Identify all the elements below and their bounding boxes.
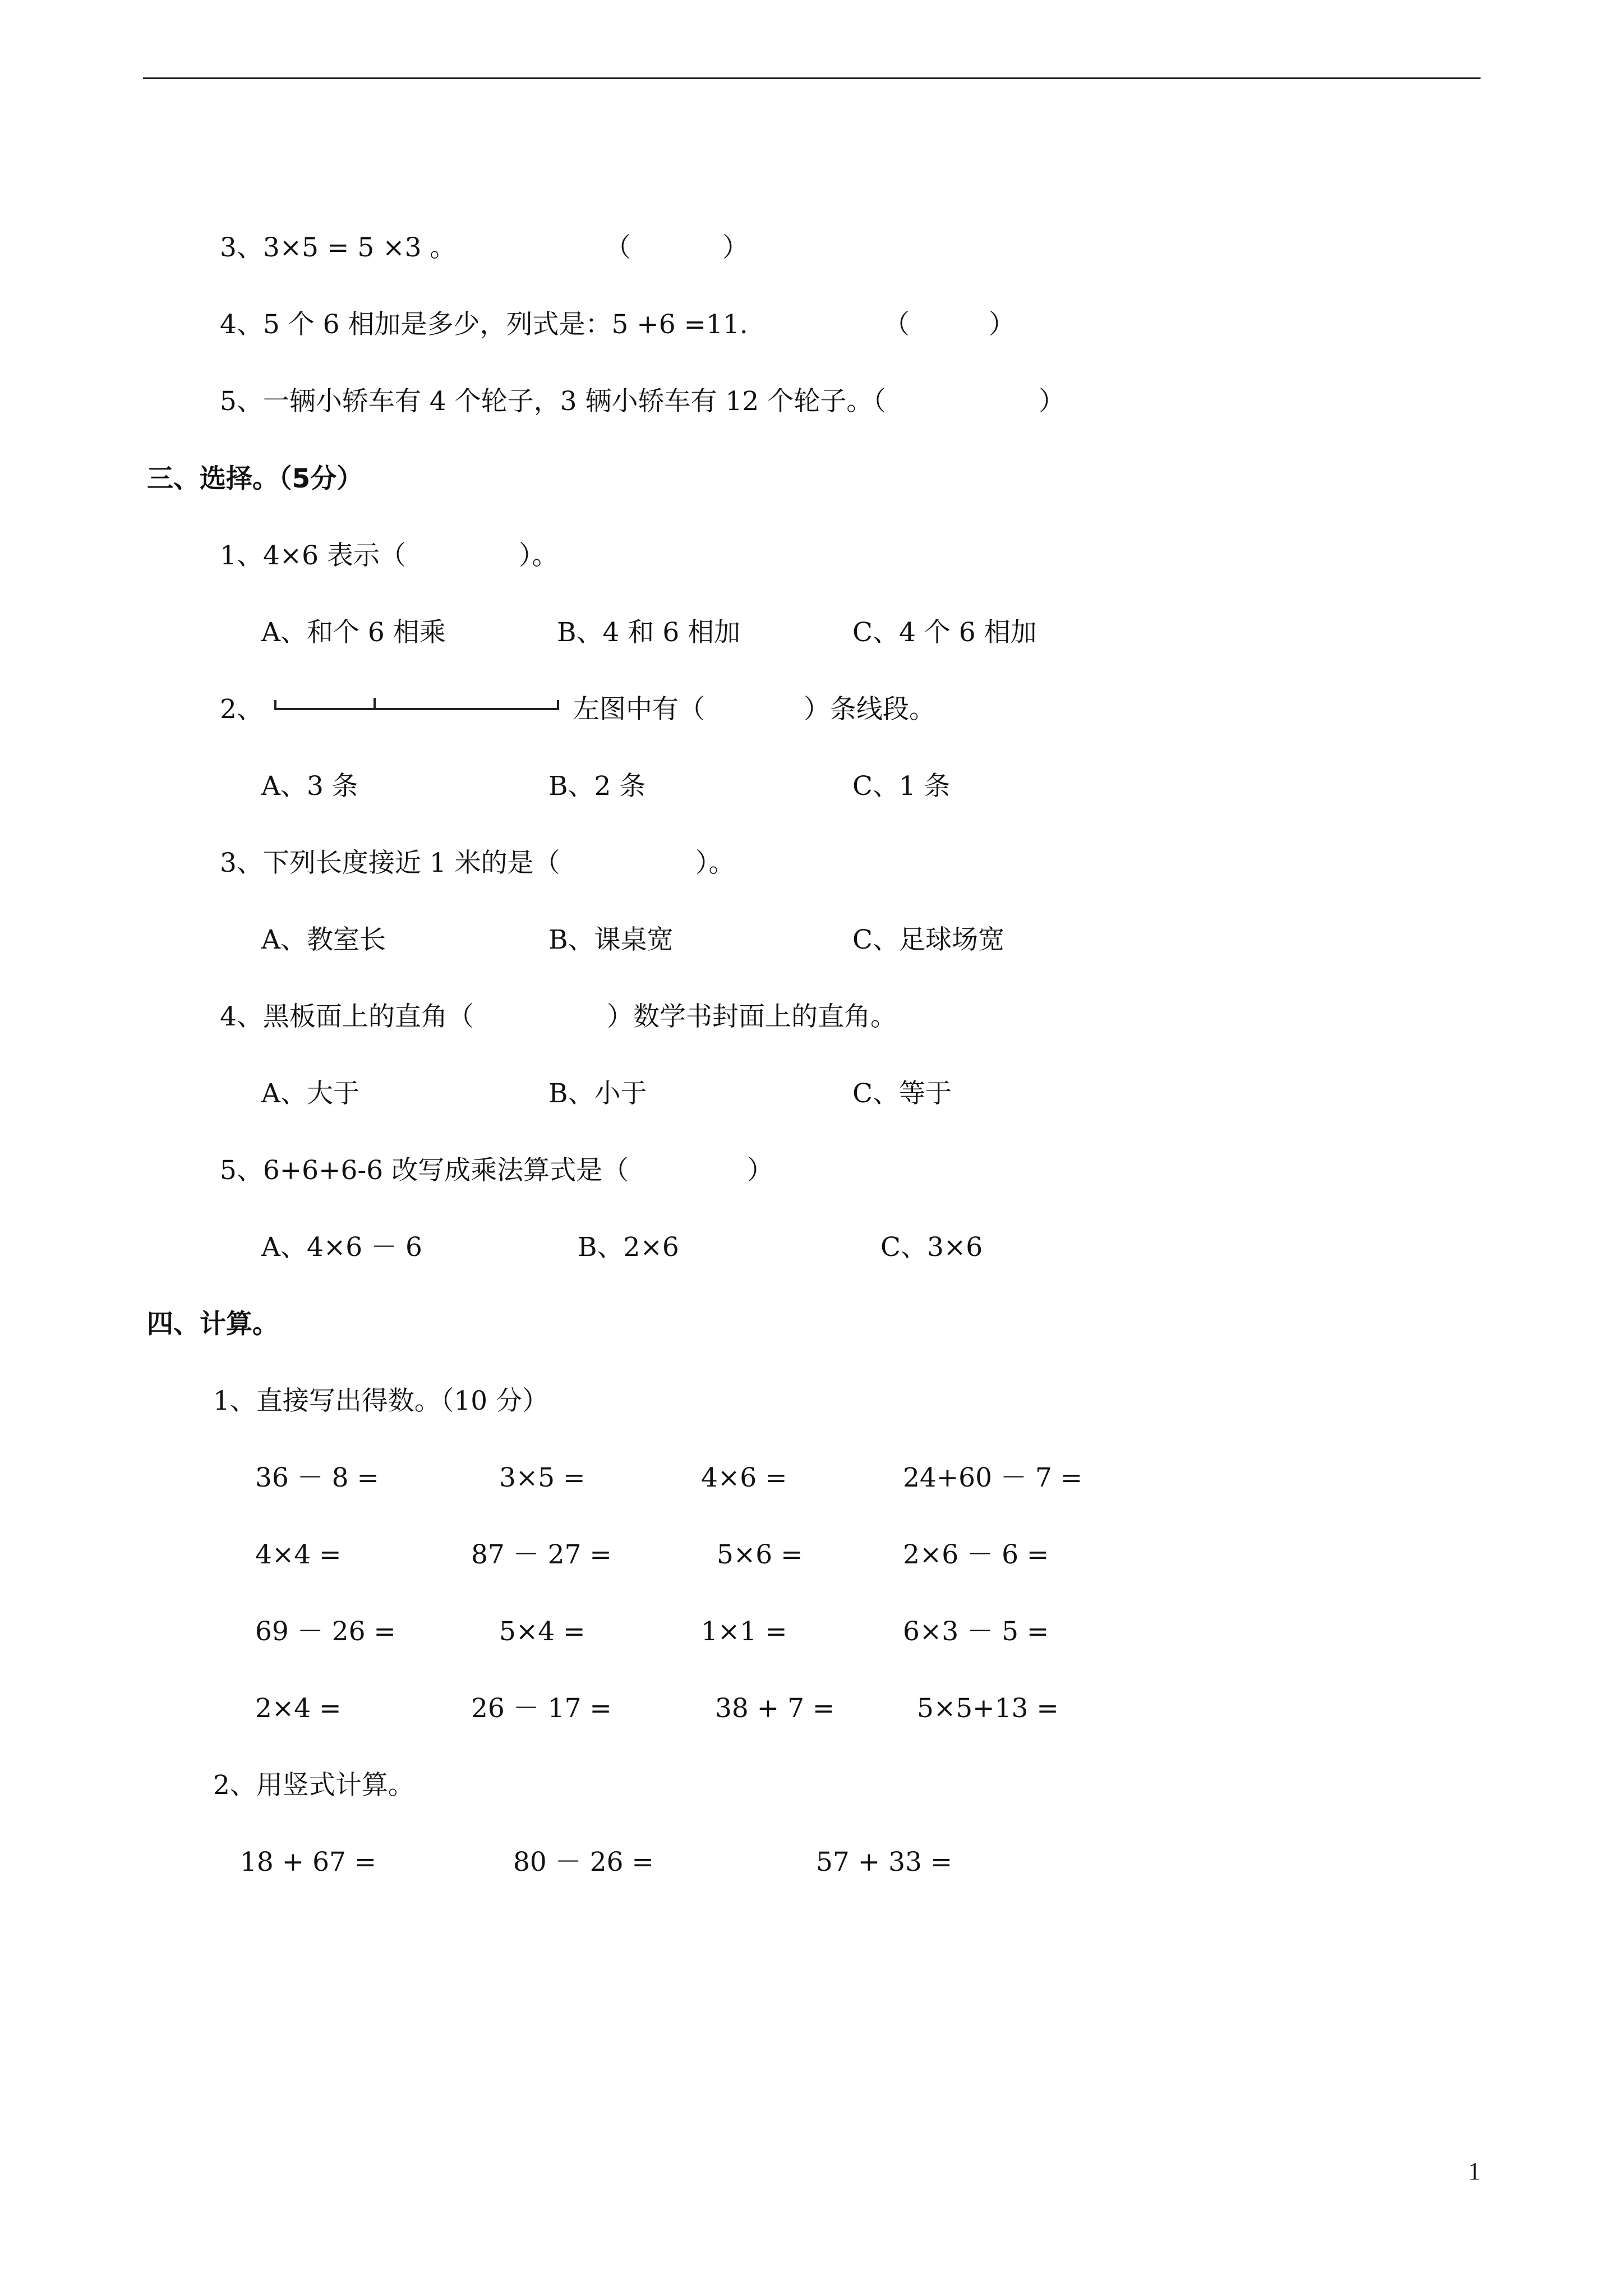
question-stem-end: ）。 — [695, 848, 735, 878]
option-a: A、和个 6 相乘 — [261, 617, 446, 648]
calc-item: 5×6 = — [717, 1539, 803, 1570]
calc-item: 2×4 = — [255, 1693, 342, 1724]
question-stem-end: ）。 — [519, 540, 559, 571]
option-a: A、大于 — [261, 1078, 359, 1109]
option-b: B、4 和 6 相加 — [557, 617, 741, 648]
calc-item: 6×3 － 5 = — [903, 1616, 1049, 1647]
calc-item: 1×1 = — [701, 1616, 787, 1647]
calc-item: 36 － 8 = — [255, 1462, 379, 1493]
judge-item-5: 5、一辆小轿车有 4 个轮子，3 辆小轿车有 12 个轮子。（ — [220, 386, 886, 417]
option-c: C、1 条 — [852, 771, 951, 802]
bracket-open: （ — [883, 309, 910, 340]
bracket-close: ） — [1039, 386, 1065, 417]
question-number: 2、 — [220, 694, 263, 725]
vertical-calc-item: 18 + 67 = — [240, 1847, 377, 1878]
calc-item: 5×4 = — [499, 1616, 585, 1647]
header-rule — [143, 77, 1481, 79]
question-stem: 左图中有（ — [573, 694, 705, 725]
calc-item: 26 － 17 = — [471, 1693, 612, 1724]
bracket-close: ） — [989, 309, 1015, 340]
question-stem: 3、下列长度接近 1 米的是（ — [220, 848, 560, 878]
calc-item: 69 － 26 = — [255, 1616, 396, 1647]
subsection-title: 1、直接写出得数。（10 分） — [213, 1386, 549, 1416]
calc-item: 5×5+13 = — [917, 1693, 1059, 1724]
judge-item-4: 4、5 个 6 相加是多少，列式是：5 +6 =11. — [220, 309, 748, 340]
bracket-close: ） — [722, 232, 749, 263]
calc-item: 87 － 27 = — [471, 1539, 612, 1570]
section-title: 四、计算。 — [147, 1309, 279, 1340]
bracket-open: （ — [605, 232, 631, 263]
option-c: C、等于 — [852, 1078, 952, 1109]
question-stem: 1、4×6 表示（ — [220, 540, 407, 571]
vertical-calc-item: 80 － 26 = — [513, 1847, 654, 1878]
calc-item: 38 + 7 = — [715, 1693, 835, 1724]
question-stem-end: ） — [747, 1155, 773, 1186]
option-b: B、课桌宽 — [548, 924, 674, 955]
option-c: C、足球场宽 — [852, 924, 1004, 955]
question-stem-end: ）条线段。 — [804, 694, 935, 725]
option-b: B、小于 — [548, 1078, 647, 1109]
subsection-title: 2、用竖式计算。 — [213, 1770, 414, 1801]
calc-item: 2×6 － 6 = — [903, 1539, 1049, 1570]
line-segment-figure — [274, 694, 560, 717]
section-title: 三、选择。（5分） — [147, 463, 363, 494]
question-stem-end: ）数学书封面上的直角。 — [607, 1001, 897, 1032]
option-c: C、4 个 6 相加 — [852, 617, 1037, 648]
judge-item-3: 3、3×5 = 5 ×3 。 — [220, 232, 457, 263]
question-stem: 5、6+6+6-6 改写成乘法算式是（ — [220, 1155, 629, 1186]
option-a: A、4×6 － 6 — [261, 1232, 422, 1263]
vertical-calc-item: 57 + 33 = — [816, 1847, 953, 1878]
calc-item: 3×5 = — [499, 1462, 585, 1493]
option-b: B、2×6 — [578, 1232, 679, 1263]
option-a: A、教室长 — [261, 924, 386, 955]
calc-item: 4×4 = — [255, 1539, 342, 1570]
question-stem: 4、黑板面上的直角（ — [220, 1001, 474, 1032]
calc-item: 24+60 － 7 = — [903, 1462, 1083, 1493]
option-a: A、3 条 — [261, 771, 358, 802]
page-number: 1 — [1468, 2157, 1481, 2185]
option-c: C、3×6 — [880, 1232, 983, 1263]
calc-item: 4×6 = — [701, 1462, 787, 1493]
option-b: B、2 条 — [548, 771, 646, 802]
